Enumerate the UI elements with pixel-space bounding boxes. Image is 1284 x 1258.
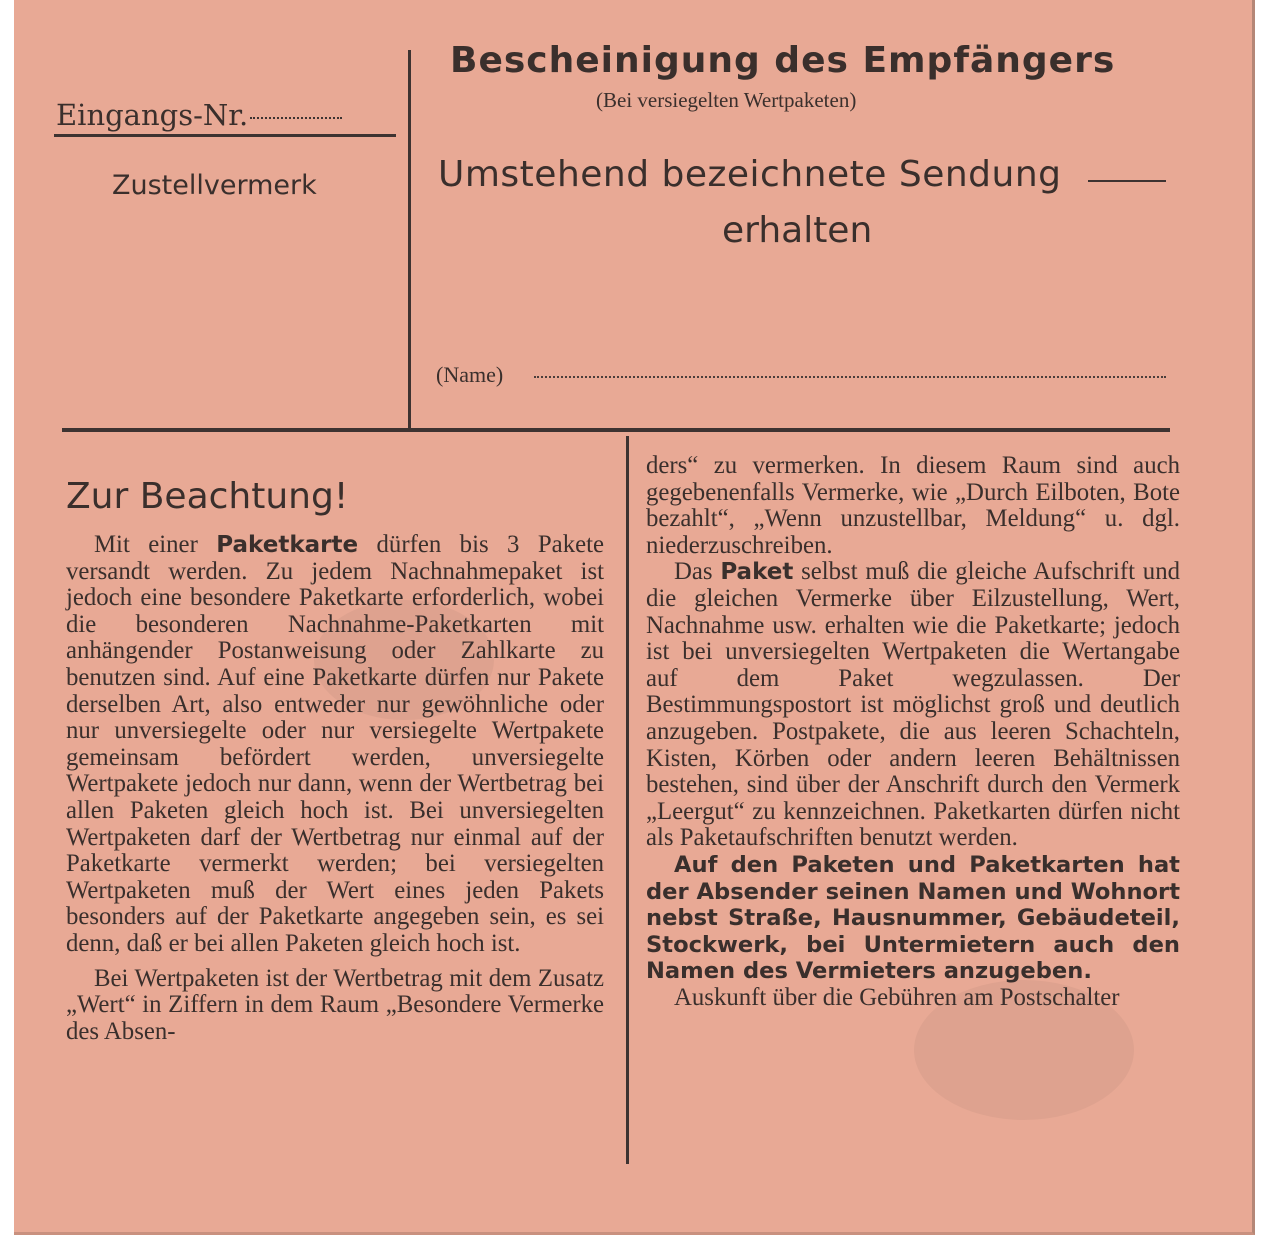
name-label: (Name) (436, 362, 504, 387)
bottom-vertical-divider (626, 436, 629, 1164)
notice-right-column (646, 453, 1180, 1011)
notice-right-p2-bold: Paket (720, 559, 794, 586)
notice-left-p1-a: Mit einer (94, 531, 217, 558)
certificate-title: Bescheinigung des Empfängers (450, 40, 1116, 81)
certificate-line2: erhalten (722, 210, 873, 251)
notice-right-paragraph-3: Auf den Paketen und Paketkarten hat der Absender seinen Namen und Wohnort nebst Straße, Hausnummer, Gebäudeteil, Stockwerk, bei Untermietern auch den Namen des Vermieters anzugeben. (646, 851, 1180, 985)
certificate-subtitle: (Bei versiegelten Wertpaketen) (596, 88, 857, 112)
notice-left-column (66, 532, 604, 1045)
notice-right-paragraph-1: ders“ zu vermerken. In diesem Raum sind auch gegebenenfalls Vermerke, wie „Durch Eilboten, Bote bezahlt“, „Wenn unzustellbar, Meldung“ u. dgl. niederzuschreiben. (646, 452, 1180, 559)
notice-left-p1-bold: Paketkarte (216, 532, 359, 558)
notice-heading: Zur Beachtung! (66, 476, 349, 517)
notice-left-paragraph-2: Bei Wertpaketen ist der Wertbetrag mit dem Zusatz „Wert“ in Ziffern in dem Raum „Besondere Vermerke des Absen- (66, 964, 604, 1045)
certificate-line1: Umstehend bezeichnete Sendung (438, 154, 1062, 195)
eingangs-dotted-line (250, 117, 342, 119)
eingangs-label (56, 98, 342, 132)
middle-horizontal-divider (62, 428, 1170, 432)
notice-right-p2-a: Das (674, 558, 721, 586)
top-vertical-divider (408, 50, 411, 432)
name-dotted-line (534, 376, 1166, 378)
notice-right-p2-b: selbst muß die gleiche Aufschrift und die gleichen Vermerke über Eilzustellung, Wert, Nachnahme usw. erhalten wie die Paketkarte; jedoch ist bei unversiegelten Wertpaketen die Wertangabe auf dem Paket wegzulassen. Der Bestimmungspostort ist möglichst groß und deutlich anzugeben. Postpakete, die aus leeren Schachteln, Kisten, Körben oder andern leeren Behältnissen bestehen, sind über der Anschrift durch den Vermerk „Leergut“ zu kennzeichnen. Paketkarten dürfen nicht als Paketaufschriften benutzt werden. (646, 558, 1181, 852)
notice-right-paragraph-2 (646, 559, 1180, 852)
zustellvermerk-label: Zustellvermerk (112, 170, 317, 201)
notice-left-p1-b: dürfen bis 3 Pakete versandt werden. Zu jedem Nachnahmepaket ist jedoch eine besondere Paketkarte erforderlich, wobei die besonderen Nachnahme-Paketkarten mit anhängender Postanweisung oder Zahlkarte zu benutzen sind. Auf eine Paketkarte dürfen nur Pakete derselben Art, also entweder nur gewöhnliche oder nur unversiegelte oder nur versiegelte Wertpakete gemeinsam befördert werden, unversiegelte Wertpakete jedoch nur dann, wenn der Wertbetrag bei allen Paketen gleich hoch ist. Bei unversiegelten Wertpaketen darf der Wertbetrag nur einmal auf der Paketkarte vermerkt werden; bei versiegelten Wertpaketen muß der Wert eines jeden Pakets besonders auf der Paketkarte angegeben sein, es sei denn, daß er bei allen Paketen gleich hoch ist. (66, 531, 604, 957)
eingangs-text: Eingangs-Nr. (56, 98, 249, 132)
certificate-line1-dash (1088, 180, 1166, 182)
notice-left-paragraph-1 (66, 532, 604, 958)
notice-right-paragraph-4: Auskunft über die Gebühren am Postschalter (674, 983, 1120, 1011)
parcel-card (14, 0, 1255, 1235)
eingangs-underline (54, 134, 396, 137)
